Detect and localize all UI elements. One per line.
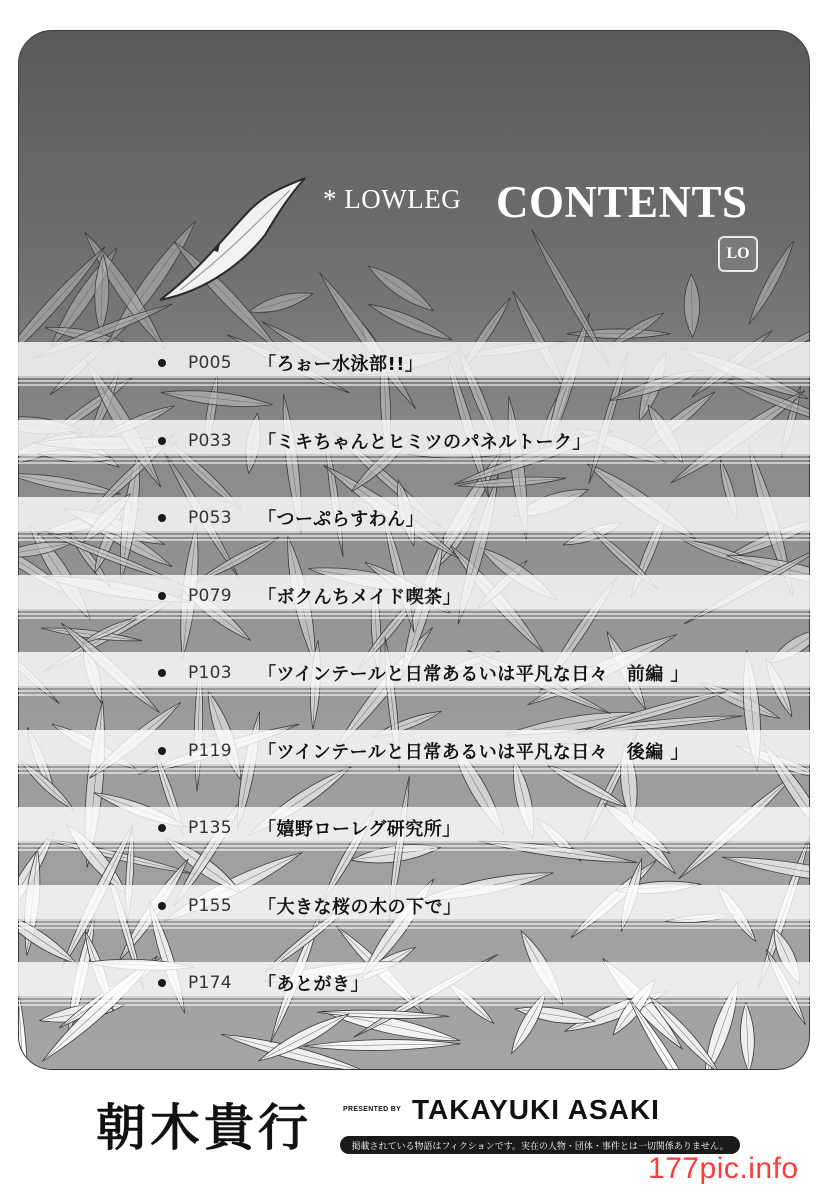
bullet-icon [158, 824, 166, 832]
toc-page-number: P155 [188, 896, 232, 916]
bullet-icon [158, 902, 166, 910]
fiction-disclaimer: 掲載されている物語はフィクションです。実在の人物・団体・事件とは一切関係ありません。 [340, 1136, 740, 1154]
toc-story-title: 「ろぉー水泳部!!」 [258, 354, 424, 375]
toc-page-number: P079 [188, 586, 232, 606]
toc-entry[interactable] [158, 965, 369, 1001]
toc-band [18, 962, 810, 996]
toc-page-number: P005 [188, 353, 232, 373]
bullet-icon [158, 437, 166, 445]
toc-page-number: P053 [188, 508, 232, 528]
series-logo: LO [718, 236, 758, 272]
toc-entry[interactable] [158, 888, 462, 924]
toc-entry[interactable] [158, 655, 689, 691]
toc-page-number: P174 [188, 973, 232, 993]
toc-page-number: P103 [188, 663, 232, 683]
toc-page-number: P033 [188, 431, 232, 451]
bullet-icon [158, 514, 166, 522]
toc-story-title: 「ツインテールと日常あるいは平凡な日々 後編 」 [258, 742, 690, 763]
toc-story-title: 「あとがき」 [258, 974, 369, 995]
bullet-icon [158, 592, 166, 600]
toc-story-title: 「ツインテールと日常あるいは平凡な日々 前編 」 [258, 664, 690, 685]
leaf-vein [373, 270, 428, 308]
toc-entry[interactable] [158, 423, 591, 459]
toc-story-title: 「嬉野ローレグ研究所」 [258, 819, 461, 840]
toc-story-title: 「ミキちゃんとヒミツのパネルトーク」 [258, 432, 591, 453]
toc-page-number: P119 [188, 741, 232, 761]
series-label: * LOWLEG [323, 184, 462, 214]
toc-entry[interactable] [158, 500, 424, 536]
bullet-icon [158, 669, 166, 677]
bullet-icon [158, 747, 166, 755]
author-name-english: TAKAYUKI ASAKI [412, 1094, 660, 1125]
site-watermark: 177pic.info [648, 1152, 799, 1185]
toc-story-title: 「大きな桜の木の下で」 [258, 897, 462, 918]
page-title: CONTENTS [496, 177, 748, 227]
presented-by-label: PRESENTED BY [343, 1106, 402, 1113]
toc-entry[interactable] [158, 733, 689, 769]
toc-page-number: P135 [188, 818, 232, 838]
leaf-vein [201, 540, 274, 580]
bullet-icon [158, 979, 166, 987]
toc-story-title: 「ボクんちメイド喫茶」 [258, 587, 462, 608]
leaf-vein [374, 307, 446, 338]
toc-entry[interactable] [158, 578, 461, 614]
toc-story-title: 「つーぷらすわん」 [258, 509, 425, 530]
bullet-icon [158, 359, 166, 367]
leaf-emblem-icon [140, 150, 320, 320]
toc-entry[interactable] [158, 345, 423, 381]
toc-entry[interactable] [158, 810, 461, 846]
author-name-japanese: 朝木貴行 [96, 1099, 312, 1157]
